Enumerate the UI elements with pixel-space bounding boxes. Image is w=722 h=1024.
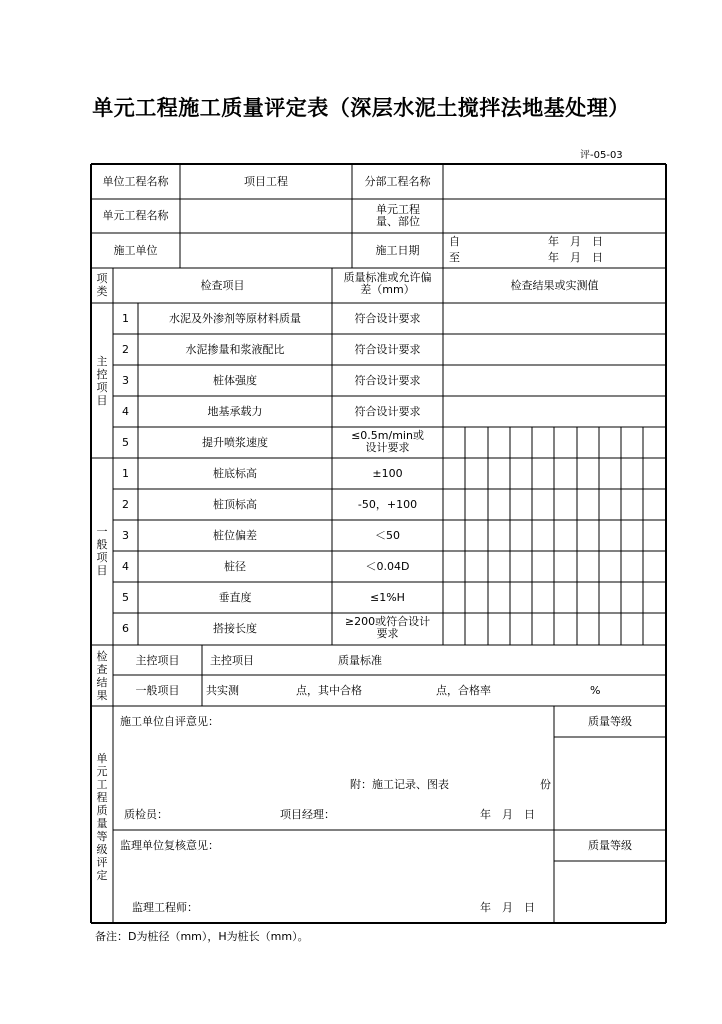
unit-project-name-label: 单位工程名称 xyxy=(102,175,169,188)
main-row-item: 地基承载力 xyxy=(207,405,263,418)
check-result-label: 检查结果 xyxy=(96,650,108,702)
main-row-no: 4 xyxy=(122,405,129,418)
check-main-label: 主控项目 xyxy=(135,654,180,667)
general-row-item: 搭接长度 xyxy=(213,622,257,635)
main-row-std: 符合设计要求 xyxy=(354,343,421,356)
page-title: 单元工程施工质量评定表（深层水泥土搅拌法地基处理） xyxy=(92,96,630,120)
attachment: 附：施工记录、图表 xyxy=(350,778,449,791)
date-from-ymd: 年 月 日 xyxy=(548,235,603,248)
main-row-std: ≤0.5m/min或设计要求 xyxy=(351,429,424,454)
main-row-std: 符合设计要求 xyxy=(354,312,421,325)
general-row-no: 6 xyxy=(122,622,129,635)
general-row-no: 4 xyxy=(122,560,129,573)
check-general-text-3: 点，合格率 xyxy=(436,684,491,697)
col-standard: 质量标准或允许偏差（mm） xyxy=(343,271,432,296)
form-code: 评-05-03 xyxy=(580,150,623,161)
general-row-item: 桩顶标高 xyxy=(213,498,257,511)
date-to-ymd: 年 月 日 xyxy=(548,251,603,264)
inspector: 质检员： xyxy=(124,808,168,821)
general-row-no: 2 xyxy=(122,498,129,511)
copies: 份 xyxy=(540,778,551,791)
footnote: 备注：D为桩径（mm），H为桩长（mm）。 xyxy=(95,930,309,943)
general-row-no: 3 xyxy=(122,529,129,542)
main-row-item: 水泥掺量和浆液配比 xyxy=(185,343,285,356)
date-from: 自 xyxy=(449,235,460,248)
unit-project-name-value: 项目工程 xyxy=(244,175,288,188)
general-row-std: ±100 xyxy=(372,467,403,480)
main-row-no: 3 xyxy=(122,374,129,387)
supervisor-grade-label: 质量等级 xyxy=(588,839,632,852)
eval-ymd: 年 月 日 xyxy=(480,808,535,821)
supervisor-ymd: 年 月 日 xyxy=(480,901,535,914)
date-to: 至 xyxy=(449,251,460,264)
element-qty-label: 单元工程量、部位 xyxy=(376,203,420,228)
check-general-text-4: % xyxy=(590,684,601,697)
general-row-no: 5 xyxy=(122,591,129,604)
main-row-std: 符合设计要求 xyxy=(354,405,421,418)
grade-label: 质量等级 xyxy=(588,715,632,728)
general-row-std: ≤1%H xyxy=(370,591,405,604)
check-main-text-1: 主控项目 xyxy=(210,654,254,667)
supervisor-opinion: 监理单位复核意见： xyxy=(120,839,219,852)
contractor-label: 施工单位 xyxy=(113,244,158,257)
main-row-std: 符合设计要求 xyxy=(354,374,421,387)
general-row-std: ≥200或符合设计要求 xyxy=(344,615,431,640)
main-row-item: 提升喷浆速度 xyxy=(202,436,268,449)
main-row-no: 5 xyxy=(122,436,129,449)
date-label: 施工日期 xyxy=(375,244,420,257)
col-item: 检查项目 xyxy=(200,279,245,292)
col-category: 项类 xyxy=(96,272,108,298)
main-row-item: 水泥及外渗剂等原材料质量 xyxy=(169,312,301,325)
manager: 项目经理： xyxy=(280,808,335,821)
division-name-label: 分部工程名称 xyxy=(364,175,431,188)
general-row-item: 桩径 xyxy=(224,560,246,573)
contractor-opinion: 施工单位自评意见： xyxy=(120,715,219,728)
check-general-label: 一般项目 xyxy=(135,684,180,697)
general-label: 一般项目 xyxy=(96,525,108,577)
main-row-no: 1 xyxy=(122,312,129,325)
general-row-std: ＜50 xyxy=(375,529,400,542)
check-general-text-2: 点，其中合格 xyxy=(296,684,362,697)
main-control-label: 主控项目 xyxy=(96,355,108,407)
general-row-item: 桩底标高 xyxy=(213,467,257,480)
main-row-item: 桩体强度 xyxy=(213,374,257,387)
evaluation-label: 单元工程质量等级评定 xyxy=(96,752,108,882)
general-row-std: ＜0.04D xyxy=(365,560,410,573)
general-row-item: 桩位偏差 xyxy=(213,529,257,542)
supervisor-engineer: 监理工程师： xyxy=(132,901,198,914)
general-row-no: 1 xyxy=(122,467,129,480)
general-row-std: -50，+100 xyxy=(357,498,418,511)
main-row-no: 2 xyxy=(122,343,129,356)
element-name-label: 单元工程名称 xyxy=(102,209,169,222)
check-main-text-2: 质量标准 xyxy=(338,654,382,667)
col-result: 检查结果或实测值 xyxy=(510,279,599,292)
check-general-text-1: 共实测 xyxy=(206,684,239,697)
general-row-item: 垂直度 xyxy=(218,591,252,604)
